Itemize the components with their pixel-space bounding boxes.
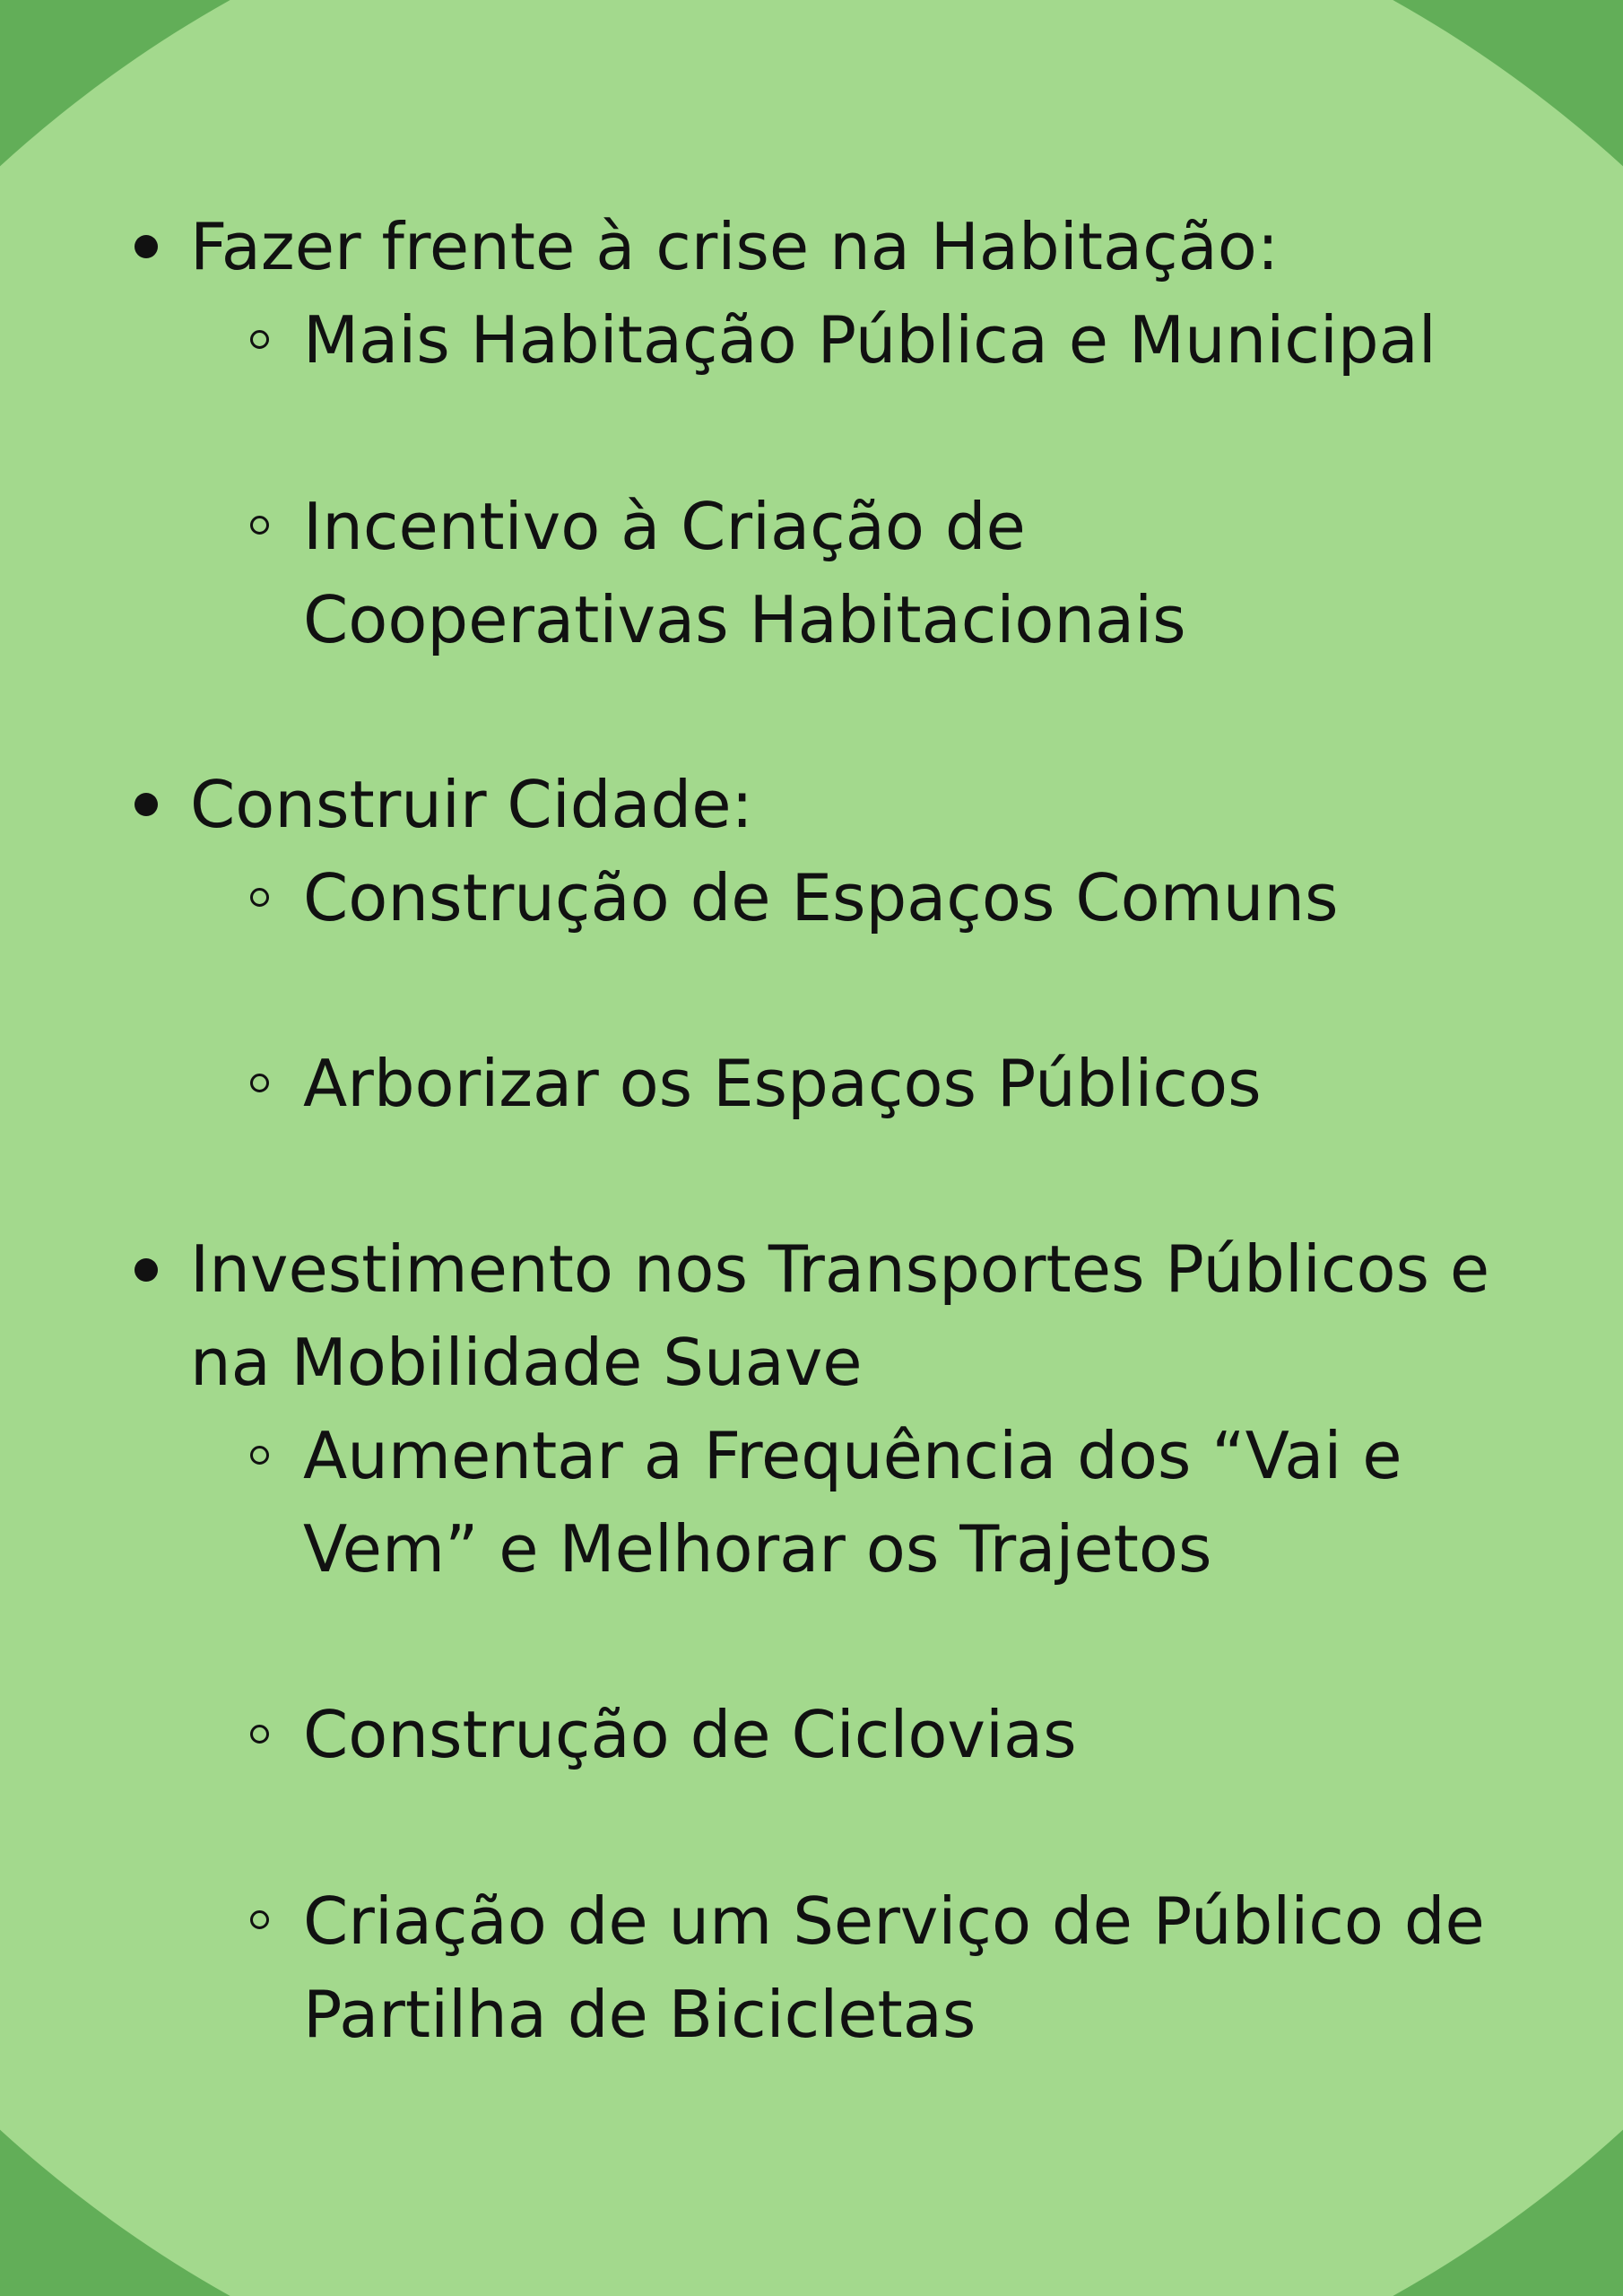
bullet-circle (250, 888, 269, 907)
bullet-circle (250, 1074, 269, 1092)
list-item-1-subitem-2: Incentivo à Criação de Cooperativas Habitacionais (303, 489, 1186, 657)
list-item-3-subitem-3: Criação de um Serviço de Público de Partilha de Bicicletas (303, 1883, 1485, 2052)
list-item-2-subitem-2: Arborizar os Espaços Públicos (303, 1046, 1262, 1121)
list-item-3-subitem-1: Aumentar a Frequência dos “Vai e Vem” e Melhorar os Trajetos (303, 1418, 1402, 1587)
bullet-disc (135, 1258, 158, 1282)
bullet-disc (135, 235, 158, 258)
bullet-circle (250, 1446, 269, 1465)
list-item-2-label: Construir Cidade: (190, 767, 753, 842)
list-item-3-subitem-2: Construção de Ciclovias (303, 1697, 1077, 1772)
list-item-3-label: Investimento nos Transportes Públicos e na Mobilidade Suave (190, 1231, 1490, 1400)
bullet-disc (135, 793, 158, 816)
bullet-circle (250, 330, 269, 349)
bullet-circle (250, 516, 269, 535)
list-item-1-subitem-1: Mais Habitação Pública e Municipal (303, 302, 1436, 378)
list-item-1-label: Fazer frente à crise na Habitação: (190, 209, 1280, 284)
bullet-circle (250, 1725, 269, 1744)
bullet-circle (250, 1910, 269, 1929)
list-item-2-subitem-1: Construção de Espaços Comuns (303, 860, 1339, 935)
